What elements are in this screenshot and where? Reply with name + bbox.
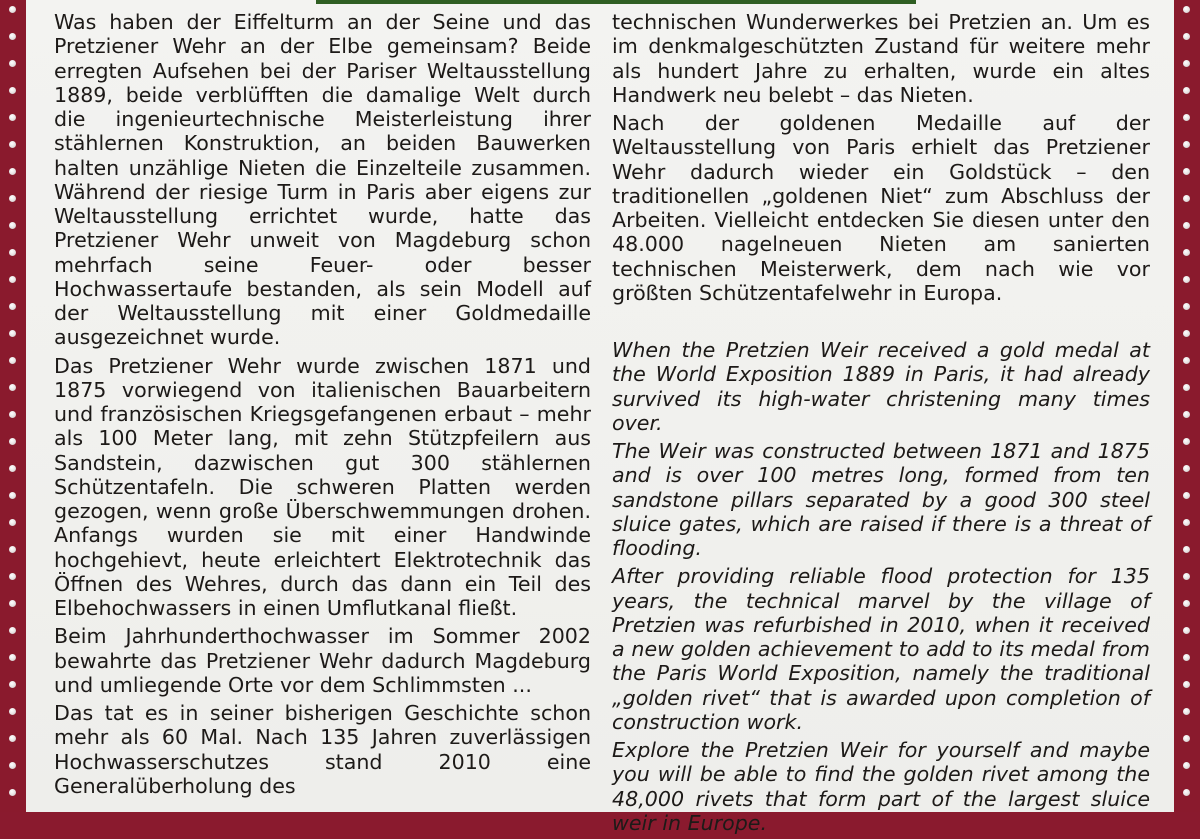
rivet-icon bbox=[1183, 168, 1190, 175]
en-paragraph-1: When the Pretzien Weir received a gold medal at the World Exposition 1889 in Paris, it had already survived its high-water christening many times over. bbox=[612, 338, 1150, 435]
de-paragraph-1: Was haben der Eiffelturm an der Seine und das Pretziener Wehr an der Elbe gemeinsam? Beide erregten Aufsehen bei der Pariser Weltausstellung 1889, beide verblüfften die damalige Welt durch die ingenieurtechnische Meisterleistung ihrer stählernen Konstruktion, an beiden Bauwerken halten unzählige Nieten die Einzelteile zusammen. Während der riesige Turm in Paris aber eigens zur Weltausstellung errichtet wurde, hatte das Pretziener Wehr unweit von Magdeburg schon mehrfach seine Feuer- oder besser Hochwassertaufe bestanden, als sein Modell auf der Weltausstellung mit einer Goldmedaille ausgezeichnet wurde. bbox=[54, 10, 591, 350]
rivet-icon bbox=[9, 627, 16, 634]
top-green-bar bbox=[316, 0, 916, 4]
rivet-icon bbox=[1183, 708, 1190, 715]
rivet-icon bbox=[1183, 627, 1190, 634]
rivet-icon bbox=[9, 681, 16, 688]
rivet-icon bbox=[9, 303, 16, 310]
rivet-icon bbox=[1183, 762, 1190, 769]
right-text-column bbox=[612, 10, 1150, 839]
rivet-icon bbox=[1183, 384, 1190, 391]
rivet-icon bbox=[9, 33, 16, 40]
rivet-icon bbox=[1183, 114, 1190, 121]
rivet-icon bbox=[9, 87, 16, 94]
rivet-icon bbox=[9, 168, 16, 175]
rivet-icon bbox=[1183, 735, 1190, 742]
rivet-icon bbox=[1183, 303, 1190, 310]
en-paragraph-4: Explore the Pretzien Weir for yourself and maybe you will be able to find the golden rivet among the 48,000 rivets that form part of the largest sluice weir in Europe. bbox=[612, 738, 1150, 835]
rivet-icon bbox=[1183, 6, 1190, 13]
de-paragraph-5: technischen Wunderwerkes bei Pretzien an. Um es im denkmalgeschützten Zustand für weitere mehr als hundert Jahre zu erhalten, wurde ein altes Handwerk neu belebt – das Nieten. bbox=[612, 10, 1150, 107]
rivet-icon bbox=[1183, 465, 1190, 472]
rivet-icon bbox=[9, 492, 16, 499]
rivet-icon bbox=[1183, 411, 1190, 418]
rivet-icon bbox=[1183, 600, 1190, 607]
rivet-icon bbox=[9, 357, 16, 364]
rivet-icon bbox=[9, 249, 16, 256]
de-paragraph-4: Das tat es in seiner bisherigen Geschichte schon mehr als 60 Mal. Nach 135 Jahren zuverlässigen Hochwasserschutzes stand 2010 eine Generalüberholung des bbox=[54, 701, 591, 798]
rivet-icon bbox=[1183, 546, 1190, 553]
rivet-icon bbox=[1183, 141, 1190, 148]
rivet-icon bbox=[9, 519, 16, 526]
rivet-icon bbox=[9, 222, 16, 229]
rivet-icon bbox=[9, 789, 16, 796]
rivet-icon bbox=[1183, 222, 1190, 229]
rivet-icon bbox=[1183, 195, 1190, 202]
en-paragraph-2: The Weir was constructed between 1871 and 1875 and is over 100 metres long, formed from ten sandstone pillars separated by a good 300 steel sluice gates, which are raised if there is a threat of flooding. bbox=[612, 439, 1150, 560]
rivet-icon bbox=[1183, 60, 1190, 67]
rivet-icon bbox=[1183, 33, 1190, 40]
rivet-icon bbox=[1183, 573, 1190, 580]
rivet-icon bbox=[9, 60, 16, 67]
rivet-icon bbox=[1183, 789, 1190, 796]
de-paragraph-3: Beim Jahrhunderthochwasser im Sommer 2002 bewahrte das Pretziener Wehr dadurch Magdeburg und umliegende Orte vor dem Schlimmsten ... bbox=[54, 624, 591, 697]
rivet-icon bbox=[9, 654, 16, 661]
en-paragraph-3: After providing reliable flood protection for 135 years, the technical marvel by the village of Pretzien was refurbished in 2010, when it received a new golden achievement to add to its medal from the Paris World Exposition, namely the traditional „golden rivet“ that is awarded upon completion of construction work. bbox=[612, 564, 1150, 734]
rivet-icon bbox=[1183, 438, 1190, 445]
left-rivet-border bbox=[0, 0, 26, 812]
rivet-icon bbox=[9, 141, 16, 148]
rivet-icon bbox=[9, 195, 16, 202]
rivet-icon bbox=[9, 411, 16, 418]
language-spacer bbox=[612, 309, 1150, 338]
rivet-icon bbox=[1183, 87, 1190, 94]
rivet-icon bbox=[9, 708, 16, 715]
rivet-icon bbox=[9, 465, 16, 472]
rivet-icon bbox=[1183, 519, 1190, 526]
rivet-icon bbox=[1183, 249, 1190, 256]
left-text-column bbox=[54, 10, 591, 802]
de-paragraph-2: Das Pretziener Wehr wurde zwischen 1871 und 1875 vorwiegend von italienischen Bauarbeitern und französischen Kriegsgefangenen erbaut – mehr als 100 Meter lang, mit zehn Stützpfeilern aus Sandstein, dazwischen gut 300 stählernen Schützentafeln. Die schweren Platten werden gezogen, wenn große Überschwemmungen drohen. Anfangs wurden sie mit einer Handwinde hochgehievt, heute erleichtert Elektrotechnik das Öffnen des Wehres, durch das dann ein Teil des Elbehochwassers in einen Umflutkanal fließt. bbox=[54, 353, 591, 620]
de-paragraph-6: Nach der goldenen Medaille auf der Weltausstellung von Paris erhielt das Pretziener Wehr dadurch wieder ein Goldstück – den traditionellen „goldenen Niet“ zum Abschluss der Arbeiten. Vielleicht entdecken Sie diesen unter den 48.000 nagelneuen Nieten am sanierten technischen Meisterwerk, dem nach wie vor größten Schützentafelwehr in Europa. bbox=[612, 111, 1150, 305]
rivet-icon bbox=[9, 438, 16, 445]
rivet-icon bbox=[1183, 276, 1190, 283]
right-rivet-border bbox=[1174, 0, 1200, 812]
rivet-icon bbox=[9, 762, 16, 769]
rivet-icon bbox=[1183, 492, 1190, 499]
rivet-icon bbox=[9, 6, 16, 13]
rivet-icon bbox=[9, 384, 16, 391]
rivet-icon bbox=[9, 600, 16, 607]
rivet-icon bbox=[9, 573, 16, 580]
rivet-icon bbox=[1183, 681, 1190, 688]
rivet-icon bbox=[9, 114, 16, 121]
rivet-icon bbox=[9, 330, 16, 337]
rivet-icon bbox=[9, 276, 16, 283]
rivet-icon bbox=[9, 735, 16, 742]
rivet-icon bbox=[9, 546, 16, 553]
rivet-icon bbox=[1183, 330, 1190, 337]
rivet-icon bbox=[1183, 357, 1190, 364]
rivet-icon bbox=[1183, 654, 1190, 661]
